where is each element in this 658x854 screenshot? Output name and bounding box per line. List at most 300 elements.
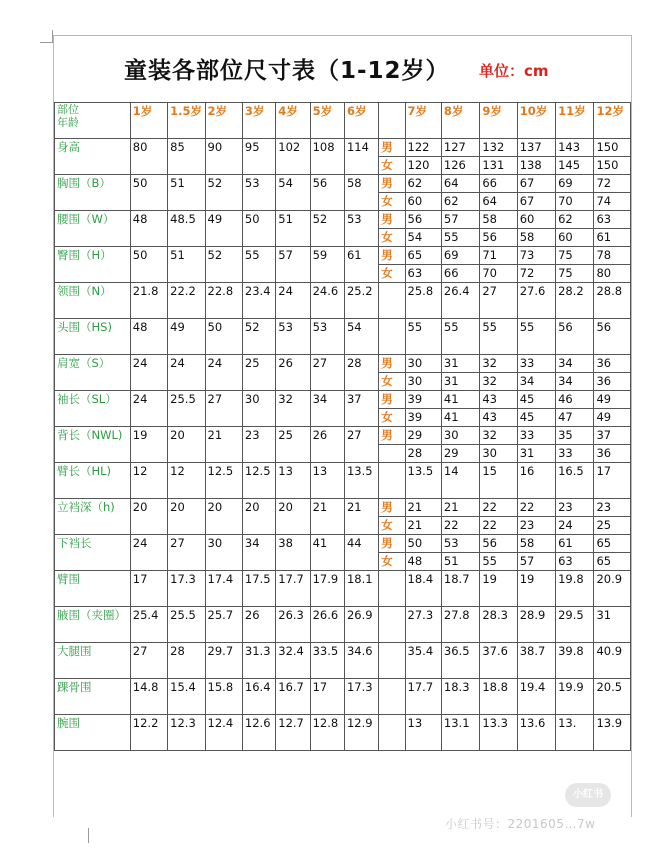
value-cell: 23.4 (242, 283, 275, 319)
value-cell: 19 (480, 571, 517, 607)
value-cell: 23 (556, 499, 594, 517)
value-cell: 13.9 (594, 715, 631, 751)
gender-cell (379, 643, 405, 679)
value-cell: 34 (242, 535, 275, 571)
gender-cell: 男 (379, 499, 405, 517)
age-header: 6岁 (344, 103, 378, 139)
value-cell: 24.6 (310, 283, 344, 319)
value-cell: 51 (276, 211, 310, 247)
value-cell: 55 (441, 319, 479, 355)
value-cell: 27 (310, 355, 344, 391)
value-cell: 19.4 (517, 679, 555, 715)
value-cell: 71 (480, 247, 517, 265)
value-cell: 56 (594, 319, 631, 355)
value-cell: 21 (405, 499, 441, 517)
value-cell: 54 (344, 319, 378, 355)
table-row (55, 643, 631, 679)
value-cell: 18.7 (441, 571, 479, 607)
value-cell: 58 (480, 211, 517, 229)
gender-cell (379, 607, 405, 643)
table-row (55, 139, 631, 157)
measure-name: 袖长（SL） (55, 391, 131, 427)
value-cell: 23 (594, 499, 631, 517)
value-cell: 75 (556, 265, 594, 283)
gender-cell: 女 (379, 373, 405, 391)
value-cell: 62 (405, 175, 441, 193)
age-header: 12岁 (594, 103, 631, 139)
value-cell: 24 (130, 355, 167, 391)
value-cell: 12.5 (205, 463, 242, 499)
value-cell: 33 (556, 445, 594, 463)
value-cell: 57 (517, 553, 555, 571)
value-cell: 114 (344, 139, 378, 175)
value-cell: 25 (594, 517, 631, 535)
value-cell: 31 (441, 355, 479, 373)
value-cell: 37 (344, 391, 378, 427)
value-cell: 48 (130, 211, 167, 247)
value-cell: 51 (168, 175, 205, 211)
value-cell: 14 (441, 463, 479, 499)
value-cell: 30 (480, 445, 517, 463)
value-cell: 41 (441, 409, 479, 427)
measure-name: 腕围 (55, 715, 131, 751)
value-cell: 17.7 (405, 679, 441, 715)
unit-label: 单位：cm (479, 62, 549, 80)
value-cell: 48 (130, 319, 167, 355)
value-cell: 36 (594, 373, 631, 391)
value-cell: 50 (405, 535, 441, 553)
value-cell: 22.2 (168, 283, 205, 319)
measure-name: 腰围（W） (55, 211, 131, 247)
table-row (55, 211, 631, 229)
table-row (55, 499, 631, 517)
value-cell: 39 (405, 409, 441, 427)
value-cell: 59 (310, 247, 344, 283)
value-cell: 36.5 (441, 643, 479, 679)
value-cell: 25.8 (405, 283, 441, 319)
value-cell: 21 (205, 427, 242, 463)
gender-cell: 女 (379, 265, 405, 283)
value-cell: 32 (480, 355, 517, 373)
value-cell: 24 (276, 283, 310, 319)
value-cell: 27 (168, 535, 205, 571)
value-cell: 41 (310, 535, 344, 571)
value-cell: 52 (205, 175, 242, 211)
value-cell: 26.4 (441, 283, 479, 319)
value-cell: 27.6 (517, 283, 555, 319)
table-row (55, 247, 631, 265)
value-cell: 20 (276, 499, 310, 535)
value-cell: 27 (344, 427, 378, 463)
value-cell: 85 (168, 139, 205, 175)
value-cell: 17.7 (276, 571, 310, 607)
value-cell: 31.3 (242, 643, 275, 679)
age-header: 11岁 (556, 103, 594, 139)
value-cell: 12.4 (205, 715, 242, 751)
age-header: 8岁 (441, 103, 479, 139)
value-cell: 22 (480, 499, 517, 517)
gender-cell: 男 (379, 211, 405, 229)
value-cell: 30 (405, 373, 441, 391)
table-row (55, 391, 631, 409)
value-cell: 55 (405, 319, 441, 355)
gender-cell (379, 319, 405, 355)
value-cell: 18.8 (480, 679, 517, 715)
value-cell: 37.6 (480, 643, 517, 679)
value-cell: 53 (310, 319, 344, 355)
gender-cell: 男 (379, 427, 405, 445)
measure-name: 背长（NWL) (55, 427, 131, 463)
header-row (55, 103, 631, 139)
measure-name: 踝骨围 (55, 679, 131, 715)
gender-cell: 女 (379, 409, 405, 427)
gender-cell (379, 571, 405, 607)
gender-cell: 女 (379, 193, 405, 211)
value-cell: 122 (405, 139, 441, 157)
value-cell: 25.7 (205, 607, 242, 643)
value-cell: 15 (480, 463, 517, 499)
value-cell: 23 (517, 517, 555, 535)
value-cell: 57 (276, 247, 310, 283)
gender-cell: 女 (379, 517, 405, 535)
value-cell: 60 (405, 193, 441, 211)
value-cell: 13 (405, 715, 441, 751)
value-cell: 51 (441, 553, 479, 571)
age-header: 2岁 (205, 103, 242, 139)
watermark: 小红书号：2201605…7w (445, 817, 596, 831)
value-cell: 137 (517, 139, 555, 157)
value-cell: 65 (594, 553, 631, 571)
value-cell: 13 (276, 463, 310, 499)
value-cell: 30 (242, 391, 275, 427)
value-cell: 13.6 (517, 715, 555, 751)
header-label (55, 103, 131, 139)
value-cell: 24 (130, 391, 167, 427)
value-cell: 74 (594, 193, 631, 211)
value-cell: 60 (517, 211, 555, 229)
value-cell: 67 (517, 175, 555, 193)
value-cell: 30 (205, 535, 242, 571)
value-cell: 36 (594, 355, 631, 373)
value-cell: 25.2 (344, 283, 378, 319)
value-cell: 43 (480, 409, 517, 427)
value-cell: 12.5 (242, 463, 275, 499)
gender-cell (379, 463, 405, 499)
age-header: 3岁 (242, 103, 275, 139)
value-cell: 54 (276, 175, 310, 211)
age-header: 1.5岁 (168, 103, 205, 139)
value-cell: 29 (405, 427, 441, 445)
value-cell: 39 (405, 391, 441, 409)
table-row (55, 571, 631, 607)
value-cell: 65 (594, 535, 631, 553)
value-cell: 17 (130, 571, 167, 607)
value-cell: 24 (205, 355, 242, 391)
table-row (55, 355, 631, 373)
measure-name: 臂长（HL) (55, 463, 131, 499)
value-cell: 52 (242, 319, 275, 355)
value-cell: 19 (517, 571, 555, 607)
value-cell: 50 (242, 211, 275, 247)
value-cell: 69 (556, 175, 594, 193)
value-cell: 50 (130, 247, 167, 283)
value-cell: 28.9 (517, 607, 555, 643)
value-cell: 32 (480, 373, 517, 391)
measure-name: 下裆长 (55, 535, 131, 571)
value-cell: 33.5 (310, 643, 344, 679)
value-cell: 22 (517, 499, 555, 517)
value-cell: 55 (480, 319, 517, 355)
value-cell: 36 (594, 445, 631, 463)
value-cell: 13 (310, 463, 344, 499)
value-cell: 16.7 (276, 679, 310, 715)
value-cell: 38 (276, 535, 310, 571)
value-cell: 22.8 (205, 283, 242, 319)
gender-header-empty (379, 103, 405, 139)
header-label-part: 部位 (57, 103, 79, 116)
table-row (55, 283, 631, 319)
value-cell: 18.4 (405, 571, 441, 607)
measure-name: 立裆深（h) (55, 499, 131, 535)
value-cell: 23 (242, 427, 275, 463)
value-cell: 26 (310, 427, 344, 463)
xiaohongshu-logo: 小红书 (565, 783, 611, 807)
title-area (54, 36, 631, 102)
value-cell: 34 (310, 391, 344, 427)
measure-name: 领围（N） (55, 283, 131, 319)
measure-name: 胸围（B） (55, 175, 131, 211)
value-cell: 80 (130, 139, 167, 175)
value-cell: 72 (594, 175, 631, 193)
value-cell: 20.5 (594, 679, 631, 715)
value-cell: 31 (517, 445, 555, 463)
header-label-age: 年龄 (57, 116, 79, 129)
value-cell: 18.1 (344, 571, 378, 607)
value-cell: 15.8 (205, 679, 242, 715)
page-title: 童装各部位尺寸表（1-12岁） (124, 58, 450, 84)
gender-cell: 男 (379, 247, 405, 265)
value-cell: 17.4 (205, 571, 242, 607)
value-cell: 21 (344, 499, 378, 535)
value-cell: 69 (441, 247, 479, 265)
value-cell: 56 (480, 229, 517, 247)
document-page (53, 35, 632, 817)
value-cell: 66 (441, 265, 479, 283)
value-cell: 63 (405, 265, 441, 283)
value-cell: 13. (556, 715, 594, 751)
measure-name: 腋围（夹圈） (55, 607, 131, 643)
measure-name: 肩宽（S） (55, 355, 131, 391)
value-cell: 32 (480, 427, 517, 445)
value-cell: 70 (480, 265, 517, 283)
table-row (55, 607, 631, 643)
value-cell: 24 (556, 517, 594, 535)
value-cell: 22 (441, 517, 479, 535)
value-cell: 17.3 (168, 571, 205, 607)
value-cell: 62 (441, 193, 479, 211)
table-row (55, 679, 631, 715)
value-cell: 40.9 (594, 643, 631, 679)
gender-cell: 男 (379, 535, 405, 553)
value-cell: 14.8 (130, 679, 167, 715)
value-cell: 34 (556, 355, 594, 373)
value-cell: 61 (344, 247, 378, 283)
value-cell: 78 (594, 247, 631, 265)
value-cell: 49 (594, 391, 631, 409)
value-cell: 20 (242, 499, 275, 535)
measure-name: 臀围（H） (55, 247, 131, 283)
value-cell: 54 (405, 229, 441, 247)
value-cell: 34.6 (344, 643, 378, 679)
value-cell: 143 (556, 139, 594, 157)
value-cell: 131 (480, 157, 517, 175)
value-cell: 17 (310, 679, 344, 715)
value-cell: 58 (344, 175, 378, 211)
value-cell: 41 (441, 391, 479, 409)
value-cell: 80 (594, 265, 631, 283)
value-cell: 28.2 (556, 283, 594, 319)
value-cell: 55 (441, 229, 479, 247)
value-cell: 33 (517, 355, 555, 373)
value-cell: 55 (517, 319, 555, 355)
value-cell: 25.4 (130, 607, 167, 643)
value-cell: 16.5 (556, 463, 594, 499)
value-cell: 20 (168, 499, 205, 535)
value-cell: 60 (556, 229, 594, 247)
value-cell: 17.3 (344, 679, 378, 715)
value-cell: 56 (405, 211, 441, 229)
value-cell: 39.8 (556, 643, 594, 679)
value-cell: 90 (205, 139, 242, 175)
value-cell: 53 (344, 211, 378, 247)
value-cell: 12.6 (242, 715, 275, 751)
table-row (55, 463, 631, 499)
value-cell: 19.9 (556, 679, 594, 715)
age-header: 5岁 (310, 103, 344, 139)
value-cell: 150 (594, 157, 631, 175)
value-cell: 50 (205, 319, 242, 355)
value-cell: 38.7 (517, 643, 555, 679)
measure-name: 头围（HS) (55, 319, 131, 355)
value-cell: 21 (441, 499, 479, 517)
table-row (55, 535, 631, 553)
value-cell: 66 (480, 175, 517, 193)
value-cell: 34 (556, 373, 594, 391)
value-cell: 24 (168, 355, 205, 391)
value-cell: 75 (556, 247, 594, 265)
value-cell: 25.5 (168, 607, 205, 643)
age-header: 10岁 (517, 103, 555, 139)
value-cell: 95 (242, 139, 275, 175)
value-cell: 31 (441, 373, 479, 391)
value-cell: 12.7 (276, 715, 310, 751)
value-cell: 25.5 (168, 391, 205, 427)
value-cell: 50 (130, 175, 167, 211)
value-cell: 56 (480, 535, 517, 553)
value-cell: 57 (441, 211, 479, 229)
value-cell: 120 (405, 157, 441, 175)
value-cell: 45 (517, 409, 555, 427)
measure-name: 身高 (55, 139, 131, 175)
value-cell: 21 (405, 517, 441, 535)
value-cell: 17.9 (310, 571, 344, 607)
value-cell: 48.5 (168, 211, 205, 247)
value-cell: 64 (480, 193, 517, 211)
value-cell: 27.3 (405, 607, 441, 643)
value-cell: 49 (168, 319, 205, 355)
value-cell: 26 (242, 607, 275, 643)
value-cell: 64 (441, 175, 479, 193)
value-cell: 32.4 (276, 643, 310, 679)
value-cell: 19.8 (556, 571, 594, 607)
value-cell: 51 (168, 247, 205, 283)
value-cell: 108 (310, 139, 344, 175)
value-cell: 21.8 (130, 283, 167, 319)
value-cell: 20 (168, 427, 205, 463)
value-cell: 27 (205, 391, 242, 427)
value-cell: 26.6 (310, 607, 344, 643)
gender-cell: 女 (379, 553, 405, 571)
value-cell: 35 (556, 427, 594, 445)
age-header: 4岁 (276, 103, 310, 139)
value-cell: 26.9 (344, 607, 378, 643)
value-cell: 31 (594, 607, 631, 643)
table-row (55, 427, 631, 445)
value-cell: 126 (441, 157, 479, 175)
value-cell: 12.9 (344, 715, 378, 751)
table-row (55, 715, 631, 751)
value-cell: 48 (405, 553, 441, 571)
value-cell: 19 (130, 427, 167, 463)
value-cell: 16 (517, 463, 555, 499)
value-cell: 58 (517, 535, 555, 553)
crop-mark-bottom-left (88, 828, 89, 843)
value-cell: 61 (594, 229, 631, 247)
value-cell: 20 (130, 499, 167, 535)
value-cell: 32 (276, 391, 310, 427)
size-table (54, 102, 631, 751)
value-cell: 25 (276, 427, 310, 463)
value-cell: 17 (594, 463, 631, 499)
value-cell: 49 (205, 211, 242, 247)
value-cell: 55 (480, 553, 517, 571)
value-cell: 13.5 (405, 463, 441, 499)
value-cell: 20.9 (594, 571, 631, 607)
value-cell: 26.3 (276, 607, 310, 643)
value-cell: 28.8 (594, 283, 631, 319)
gender-cell: 女 (379, 229, 405, 247)
gender-cell: 女 (379, 157, 405, 175)
value-cell: 12.2 (130, 715, 167, 751)
value-cell: 12.8 (310, 715, 344, 751)
value-cell: 12 (168, 463, 205, 499)
value-cell: 28.3 (480, 607, 517, 643)
value-cell: 56 (310, 175, 344, 211)
value-cell: 18.3 (441, 679, 479, 715)
value-cell: 25 (242, 355, 275, 391)
crop-mark-top-left (40, 30, 53, 43)
value-cell: 132 (480, 139, 517, 157)
value-cell: 72 (517, 265, 555, 283)
value-cell: 12 (130, 463, 167, 499)
value-cell: 30 (405, 355, 441, 373)
value-cell: 27.8 (441, 607, 479, 643)
gender-cell (379, 445, 405, 463)
value-cell: 102 (276, 139, 310, 175)
value-cell: 56 (556, 319, 594, 355)
value-cell: 12.3 (168, 715, 205, 751)
gender-cell (379, 715, 405, 751)
